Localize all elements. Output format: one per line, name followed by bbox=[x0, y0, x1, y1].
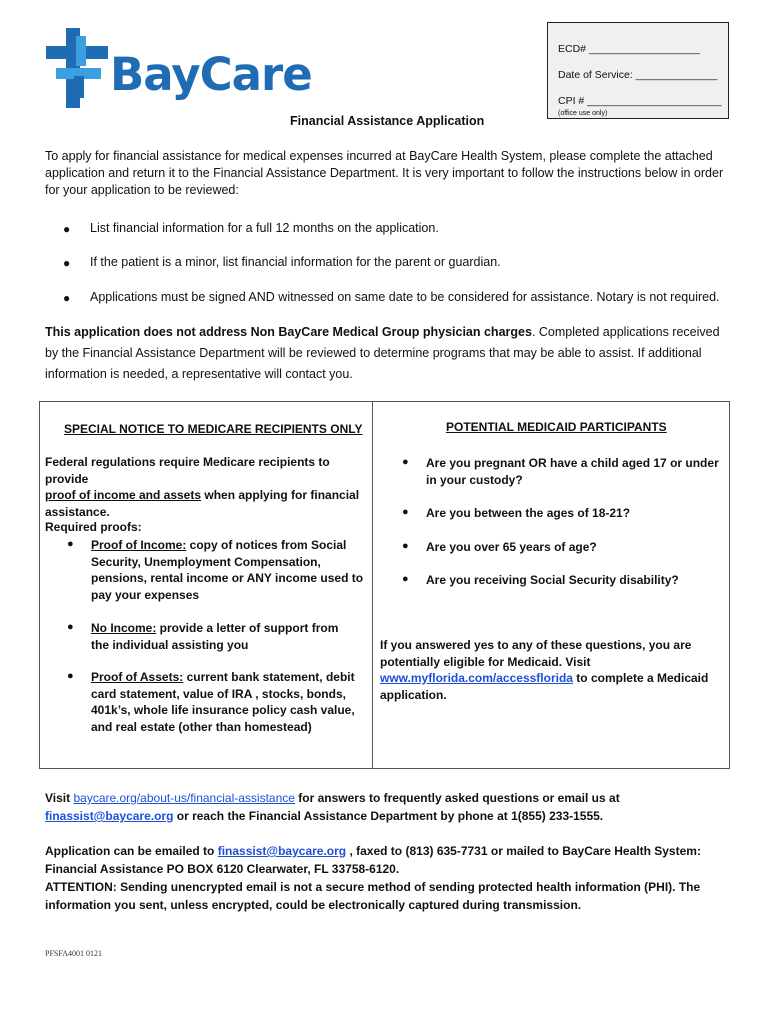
medicaid-answer-text: If you answered yes to any of these questions, you are potentially eligible for Medicaid. Visit bbox=[380, 638, 692, 669]
contact-phone-text: or reach the Financial Assistance Department by phone at 1(855) 233-1555. bbox=[173, 809, 604, 823]
medicaid-question: Are you receiving Social Security disability? bbox=[426, 573, 679, 587]
myflorida-link[interactable]: www.myflorida.com/accessflorida bbox=[380, 671, 573, 685]
instruction-item: Applications must be signed AND witnessed on same date to be considered for assistance. Notary is not required. bbox=[90, 290, 720, 304]
disclaimer-paragraph bbox=[45, 322, 725, 385]
bullet-icon: ● bbox=[402, 540, 409, 552]
proof-text: current bank statement, debit card statement, value of IRA , stocks, bonds, 401k’s, whole life insurance policy cash value, and real estate (other than homestead) bbox=[91, 670, 355, 734]
office-use-note: (office use only) bbox=[558, 110, 608, 117]
bullet-icon: ● bbox=[67, 538, 74, 550]
medicare-intro-underline: proof of income and assets bbox=[45, 488, 202, 502]
medicare-heading: SPECIAL NOTICE TO MEDICARE RECIPIENTS ONLY bbox=[64, 422, 363, 436]
bullet-icon: ● bbox=[67, 621, 74, 633]
contact-faq-text: for answers to frequently asked questions or email us at bbox=[294, 791, 620, 805]
cpi-field: CPI # _______________________ bbox=[558, 95, 722, 107]
attention-text: ATTENTION: Sending unencrypted email is not a secure method of sending protected health information (PHI). The information you sent, unless encrypted, could be electronically captured during transmission. bbox=[45, 880, 701, 912]
email-link[interactable]: finassist@baycare.org bbox=[45, 809, 174, 823]
mail-paragraph bbox=[45, 842, 735, 914]
notice-divider bbox=[372, 402, 373, 768]
medicare-intro-text-2: when applying for financial assistance. bbox=[45, 488, 360, 519]
medicaid-heading: POTENTIAL MEDICAID PARTICIPANTS bbox=[446, 420, 667, 434]
disclaimer-bold: This application does not address Non BayCare Medical Group physician charges bbox=[45, 325, 532, 339]
proof-text: provide a letter of support from the individual assisting you bbox=[91, 621, 339, 652]
medicaid-question: Are you pregnant OR have a child aged 17 or under in your custody? bbox=[426, 456, 719, 487]
baycare-cross-icon bbox=[44, 28, 114, 118]
logo-wordmark: BayCare bbox=[110, 48, 312, 101]
mail-text: Application can be emailed to bbox=[45, 844, 218, 858]
bullet-icon: ● bbox=[402, 573, 409, 585]
email-link[interactable]: finassist@baycare.org bbox=[217, 844, 347, 858]
medicaid-question: Are you between the ages of 18-21? bbox=[426, 506, 631, 520]
bullet-icon: ● bbox=[63, 222, 71, 236]
proof-text: copy of notices from Social Security, Unemployment Compensation, pensions, rental income or ANY income used to pay your expenses bbox=[91, 538, 364, 602]
page-title: Financial Assistance Application bbox=[290, 114, 485, 128]
bullet-icon: ● bbox=[63, 291, 71, 305]
instruction-item: If the patient is a minor, list financial information for the parent or guardian. bbox=[90, 255, 501, 269]
contact-paragraph bbox=[45, 789, 735, 825]
intro-paragraph: To apply for financial assistance for medical expenses incurred at BayCare Health System, please complete the attached application and return it to the Financial Assistance Department. It is very important to follow the instructions below in order for your application to be reviewed: bbox=[45, 149, 724, 197]
proof-item bbox=[91, 669, 367, 735]
bullet-icon: ● bbox=[402, 506, 409, 518]
medicare-intro bbox=[45, 454, 365, 520]
bullet-icon: ● bbox=[67, 670, 74, 682]
bullet-icon: ● bbox=[63, 256, 71, 270]
medicaid-answer-text-2: to complete a Medicaid application. bbox=[380, 671, 709, 702]
date-of-service-field: Date of Service: ______________ bbox=[558, 69, 718, 81]
proof-item bbox=[91, 537, 367, 603]
ecd-field: ECD# ___________________ bbox=[558, 43, 700, 55]
proof-label: No Income: bbox=[91, 621, 157, 635]
medicare-intro-text: Federal regulations require Medicare recipients to provide bbox=[45, 455, 330, 486]
proof-label: Proof of Assets: bbox=[91, 670, 184, 684]
mail-text-2: , faxed to (813) 635-7731 or mailed to BayCare Health System: Financial Assistance PO BOX 6120 Clearwater, FL 33758-6120. bbox=[45, 844, 701, 876]
form-code: PFSFA4001 0121 bbox=[45, 949, 102, 958]
medicaid-answer bbox=[380, 637, 710, 703]
required-proofs-label: Required proofs: bbox=[45, 520, 142, 534]
faq-link[interactable]: baycare.org/about-us/financial-assistance bbox=[73, 791, 295, 805]
contact-visit: Visit bbox=[45, 791, 74, 805]
proof-item bbox=[91, 620, 357, 653]
instruction-item: List financial information for a full 12 months on the application. bbox=[90, 221, 439, 235]
office-use-box bbox=[547, 22, 729, 119]
bullet-icon: ● bbox=[402, 456, 409, 468]
proof-label: Proof of Income: bbox=[91, 538, 187, 552]
medicaid-question: Are you over 65 years of age? bbox=[426, 540, 597, 554]
disclaimer-rest: . Completed applications received by the Financial Assistance Department will be reviewed to determine programs that may be able to assist. If additional information is needed, a representative will contact you. bbox=[45, 325, 720, 381]
